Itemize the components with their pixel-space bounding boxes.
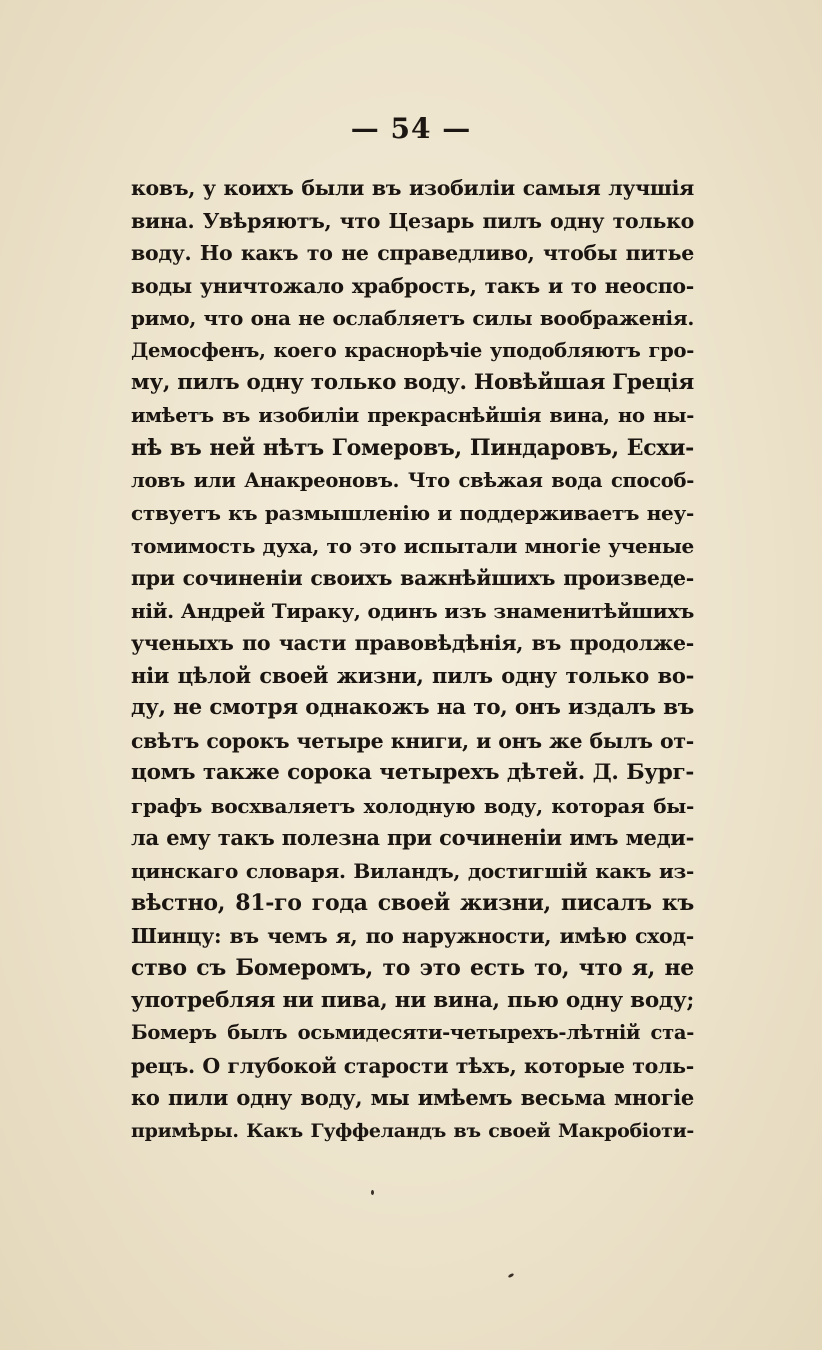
paper-speck	[508, 1273, 515, 1279]
text-line: воду. Но какъ то не справедливо, чтобы питье	[131, 241, 694, 265]
text-line: вина. Увѣряютъ, что Цезарь пилъ одну только	[131, 208, 694, 233]
text-line: ду, не смотря однакожъ на то, онъ издалъ въ	[131, 695, 694, 720]
text-line: ла ему такъ полезна при сочиненіи имъ меди-	[131, 825, 694, 850]
text-line: Демосфенъ, коего краснорѣчіе уподобляютъ гро-	[131, 338, 694, 362]
text-line: Шинцу: въ чемъ я, по наружности, имѣю сход-	[131, 923, 694, 948]
text-line: римо, что она не ослабляетъ силы воображенія.	[131, 306, 694, 330]
text-line: нѣ въ ней нѣтъ Гомеровъ, Пиндаровъ, Есхи-	[131, 435, 694, 461]
text-line: ніи цѣлой своей жизни, пилъ одну только во-	[131, 662, 694, 688]
text-line: свѣтъ сорокъ четыре книги, и онъ же былъ от-	[131, 728, 694, 753]
text-line: му, пилъ одну только воду. Новѣйшая Греція	[131, 370, 694, 395]
text-line: Бомеръ былъ осьмидесяти-четырехъ-лѣтній ста-	[131, 1021, 694, 1044]
text-line: вѣстно, 81-го года своей жизни, писалъ къ	[131, 890, 694, 916]
text-line: цомъ также сорока четырехъ дѣтей. Д. Бург-	[131, 760, 694, 785]
text-line: воды уничтожало храбрость, такъ и то неоспо-	[131, 273, 694, 298]
text-line: примѣры. Какъ Гуффеландъ въ своей Макробіоти-	[131, 1119, 694, 1142]
text-line: ко пили одну воду, мы имѣемъ весьма многіе	[131, 1085, 694, 1110]
page-number: — 54 —	[350, 112, 472, 145]
text-line: ній. Андрей Тираку, одинъ изъ знаменитѣйшихъ	[131, 598, 694, 623]
text-line: ковъ, у коихъ были въ изобиліи самыя лучшія	[131, 176, 694, 200]
text-line: ученыхъ по части правовѣдѣнія, въ продолже-	[131, 631, 694, 655]
text-line: ствуетъ къ размышленію и поддерживаетъ неу-	[131, 501, 694, 525]
text-line: имѣетъ въ изобиліи прекраснѣйшія вина, но ны-	[131, 403, 694, 427]
text-line: ство съ Бомеромъ, то это есть то, что я, не	[131, 955, 694, 981]
text-line: цинскаго словаря. Виландъ, достигшій какъ из-	[131, 858, 694, 883]
text-line: употребляя ни пива, ни вина, пью одну воду;	[131, 987, 694, 1013]
text-line: томимость духа, то это испытали многіе ученые	[131, 533, 694, 558]
body-text	[131, 172, 694, 1147]
text-line: при сочиненіи своихъ важнѣйшихъ произведе-	[131, 566, 694, 590]
text-line: ловъ или Анакреоновъ. Что свѣжая вода способ-	[131, 468, 694, 492]
text-line: рецъ. О глубокой старости тѣхъ, которые толь-	[131, 1053, 694, 1078]
text-line: графъ восхваляетъ холодную воду, которая бы-	[131, 793, 694, 818]
paper-speck	[371, 1190, 374, 1195]
